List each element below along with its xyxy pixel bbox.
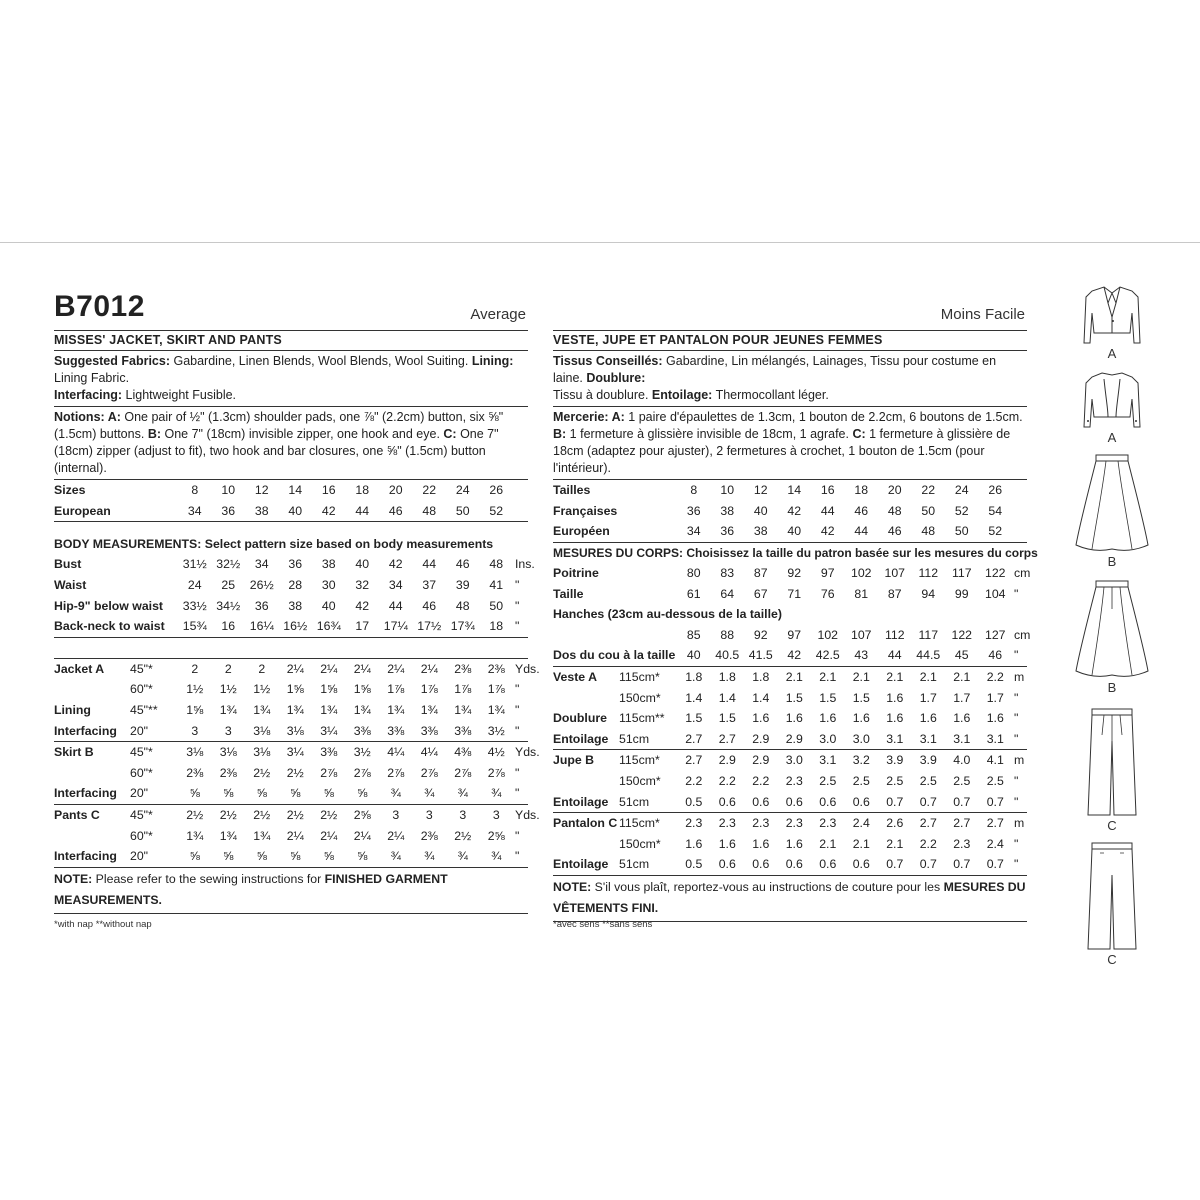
sketch-pants-c-back xyxy=(1072,841,1152,969)
back-neck-row: Dos du cou à la taille 40 40.5 41.5 42 42.5 43 44 44.5 45 46 " xyxy=(553,645,1027,666)
sketch-label: B xyxy=(1107,680,1117,695)
sketch-jacket-a-front xyxy=(1072,283,1152,363)
yardage-row: Interfacing 20" ⅝ ⅝ ⅝ ⅝ ⅝ ⅝ ¾ ¾ ¾ ¾ " xyxy=(54,783,528,804)
sketch-skirt-b-back xyxy=(1072,579,1152,697)
panel-header xyxy=(54,290,528,330)
yardage-row: Entoilage 51cm 0.5 0.6 0.6 0.6 0.6 0.6 0.7 0.7 0.7 0.7 " xyxy=(553,791,1027,812)
jacket-back-sketch-icon xyxy=(1082,369,1142,431)
notions-section: Mercerie: A: 1 paire d'épaulettes de 1.3cm, 1 bouton de 2.2cm, 6 boutons de 1.5cm. B: 1 fermeture à glissière invisible de 18cm, 1 agrafe. C: 1 fermeture à glissière de 18cm (adaptez pour ajuster), 2 fermetures à crochet, 1 bouton de 1.5cm (pour l'intérieur). xyxy=(553,407,1027,480)
fabrics-section: Tissus Conseillés: Gabardine, Lin mélangés, Lainages, Tissu pour costume en laine. Doublure: Tissu à doublure. Entoilage: Thermocollant léger. xyxy=(553,351,1027,407)
yardage-row: 60"* 1¾ 1¾ 1¾ 2¼ 2¼ 2¼ 2¼ 2⅜ 2½ 2⅝ " xyxy=(130,828,520,843)
note: NOTE: S'il vous plaît, reportez-vous au instructions de couture pour les MESURES DU VÊTEMENTS FINI. xyxy=(553,876,1027,922)
yardage-row: 150cm* 2.2 2.2 2.2 2.3 2.5 2.5 2.5 2.5 2.5 2.5 " xyxy=(619,774,1019,789)
sizes-table xyxy=(553,480,1027,543)
body-measurement-row: Poitrine 80 83 87 92 97 102 107 112 117 122 cm xyxy=(553,566,1031,581)
yardage-row: Jupe B 115cm* 2.7 2.9 2.9 3.0 3.1 3.2 3.9 3.9 4.0 4.1 m xyxy=(553,753,1025,768)
sizes-row: Tailles 8 10 12 14 16 18 20 22 24 26 xyxy=(553,483,1003,498)
english-panel xyxy=(54,290,540,914)
jacket-sketch-icon xyxy=(1082,283,1142,347)
pants-sketch-icon xyxy=(1082,707,1142,819)
difficulty-level: Moins Facile xyxy=(940,306,1025,323)
sketch-pants-c-front xyxy=(1072,707,1152,835)
sizes-row: Sizes 8 10 12 14 16 18 20 22 24 26 xyxy=(54,483,504,498)
sketch-label: A xyxy=(1107,430,1117,445)
yardage-row: Doublure 115cm** 1.5 1.5 1.6 1.6 1.6 1.6 1.6 1.6 1.6 1.6 " xyxy=(553,711,1019,726)
fabrics-section: Suggested Fabrics: Gabardine, Linen Blends, Wool Blends, Wool Suiting. Lining: Lining Fabric. Interfacing: Lightweight Fusible. xyxy=(54,351,528,407)
pattern-number: B7012 xyxy=(54,290,145,323)
body-measurements-table xyxy=(553,563,1031,667)
yardage-row: Interfacing 20" ⅝ ⅝ ⅝ ⅝ ⅝ ⅝ ¾ ¾ ¾ ¾ " xyxy=(54,846,528,867)
body-measurement-row: Waist 24 25 26½ 28 30 32 34 37 39 41 " xyxy=(54,578,520,593)
yardage-row: Lining 45"** 1⅝ 1¾ 1¾ 1¾ 1¾ 1¾ 1¾ 1¾ 1¾ 1¾ " xyxy=(54,703,520,718)
yardage-row: 150cm* 1.4 1.4 1.4 1.5 1.5 1.5 1.6 1.7 1.7 1.7 " xyxy=(619,690,1019,705)
footnote-english: *with nap **without nap xyxy=(54,919,152,930)
notions-section: Notions: A: One pair of ½" (1.3cm) shoulder pads, one ⅞" (2.2cm) button, six ⅝" (1.5cm) buttons. B: One 7" (18cm) invisible zipper, one hook and eye. C: One 7" (18cm) zipper (adjust to fit), two hook and bar closures, one ⅝" (1.5cm) button (internal). xyxy=(54,407,528,480)
pattern-title: MISSES' JACKET, SKIRT AND PANTS xyxy=(54,330,528,351)
footnote-french: *avec sens **sans sens xyxy=(553,919,653,930)
sketch-skirt-b-front xyxy=(1072,453,1152,571)
sketch-jacket-a-back xyxy=(1072,369,1152,447)
yardage-row: Pantalon C 115cm* 2.3 2.3 2.3 2.3 2.3 2.4 2.6 2.7 2.7 2.7 m xyxy=(553,816,1025,831)
body-measurement-row: Bust 31½ 32½ 34 36 38 40 42 44 46 48 Ins. xyxy=(54,557,535,572)
body-measurement-row: Back-neck to waist 15¾ 16 16¼ 16½ 16¾ 17 17¼ 17½ 17¾ 18 " xyxy=(54,616,528,637)
sketch-label: C xyxy=(1107,952,1117,967)
sketch-label: C xyxy=(1107,818,1117,833)
yardage-row: Jacket A 45"* 2 2 2 2¼ 2¼ 2¼ 2¼ 2¼ 2⅜ 2⅜ Yds. xyxy=(54,661,540,676)
body-measurements-heading: BODY MEASUREMENTS: Select pattern size based on body measurements xyxy=(54,537,494,552)
yardage-table xyxy=(553,667,1027,876)
body-measurement-row: Hip-9" below waist 33½ 34½ 36 38 40 42 44 46 48 50 " xyxy=(54,598,520,613)
yardage-row: 150cm* 1.6 1.6 1.6 1.6 2.1 2.1 2.1 2.2 2.3 2.4 " xyxy=(619,836,1019,851)
body-measurements-heading: MESURES DU CORPS: Choisissez la taille du patron basée sur les mesures du corps xyxy=(553,545,1038,560)
hip-values-row: 85 88 92 97 102 107 112 117 122 127 cm xyxy=(686,627,1031,642)
pattern-title: VESTE, JUPE ET PANTALON POUR JEUNES FEMMES xyxy=(553,330,1027,351)
yardage-row: Skirt B 45"* 3⅛ 3⅛ 3⅛ 3¼ 3⅜ 3½ 4¼ 4¼ 4⅜ 4½ Yds. xyxy=(54,745,540,760)
sizes-table xyxy=(54,480,528,534)
sketch-label: B xyxy=(1107,554,1117,569)
top-divider xyxy=(0,242,1200,243)
french-panel xyxy=(553,290,1038,922)
note: NOTE: Please refer to the sewing instructions for FINISHED GARMENT MEASUREMENTS. xyxy=(54,868,528,914)
sketch-label: A xyxy=(1107,346,1117,361)
body-measurement-row: Taille 61 64 67 71 76 81 87 94 99 104 " xyxy=(553,586,1019,601)
skirt-back-sketch-icon xyxy=(1074,579,1150,681)
yardage-row: Entoilage 51cm 2.7 2.7 2.9 2.9 3.0 3.0 3.1 3.1 3.1 3.1 " xyxy=(553,729,1027,750)
european-row: European 34 36 38 40 42 44 46 48 50 52 xyxy=(54,501,528,522)
yardage-row: Veste A 115cm* 1.8 1.8 1.8 2.1 2.1 2.1 2.1 2.1 2.1 2.2 m xyxy=(553,670,1025,685)
yardage-row: 60"* 1½ 1½ 1½ 1⅝ 1⅝ 1⅝ 1⅞ 1⅞ 1⅞ 1⅞ " xyxy=(130,682,520,697)
difficulty-level: Average xyxy=(470,306,526,323)
pants-back-sketch-icon xyxy=(1082,841,1142,953)
yardage-row: 60"* 2⅜ 2⅜ 2½ 2½ 2⅞ 2⅞ 2⅞ 2⅞ 2⅞ 2⅞ " xyxy=(130,765,520,780)
panel-header xyxy=(553,290,1027,330)
francaises-row: Françaises 36 38 40 42 44 46 48 50 52 54 xyxy=(553,503,1003,518)
yardage-row: Interfacing 20" 3 3 3⅛ 3⅛ 3¼ 3⅜ 3⅜ 3⅜ 3⅜ 3½ " xyxy=(54,720,528,741)
skirt-sketch-icon xyxy=(1074,453,1150,555)
yardage-row: Pants C 45"* 2½ 2½ 2½ 2½ 2½ 2⅝ 3 3 3 3 Yds. xyxy=(54,808,540,823)
garment-sketches xyxy=(1072,283,1152,969)
yardage-table xyxy=(54,659,540,868)
body-measurements-table xyxy=(54,554,535,658)
european-row: Européen 34 36 38 40 42 44 46 48 50 52 xyxy=(553,521,1027,542)
yardage-row: Entoilage 51cm 0.5 0.6 0.6 0.6 0.6 0.6 0.7 0.7 0.7 0.7 " xyxy=(553,854,1027,875)
hip-label-row: Hanches (23cm au-dessous de la taille) xyxy=(553,607,782,622)
